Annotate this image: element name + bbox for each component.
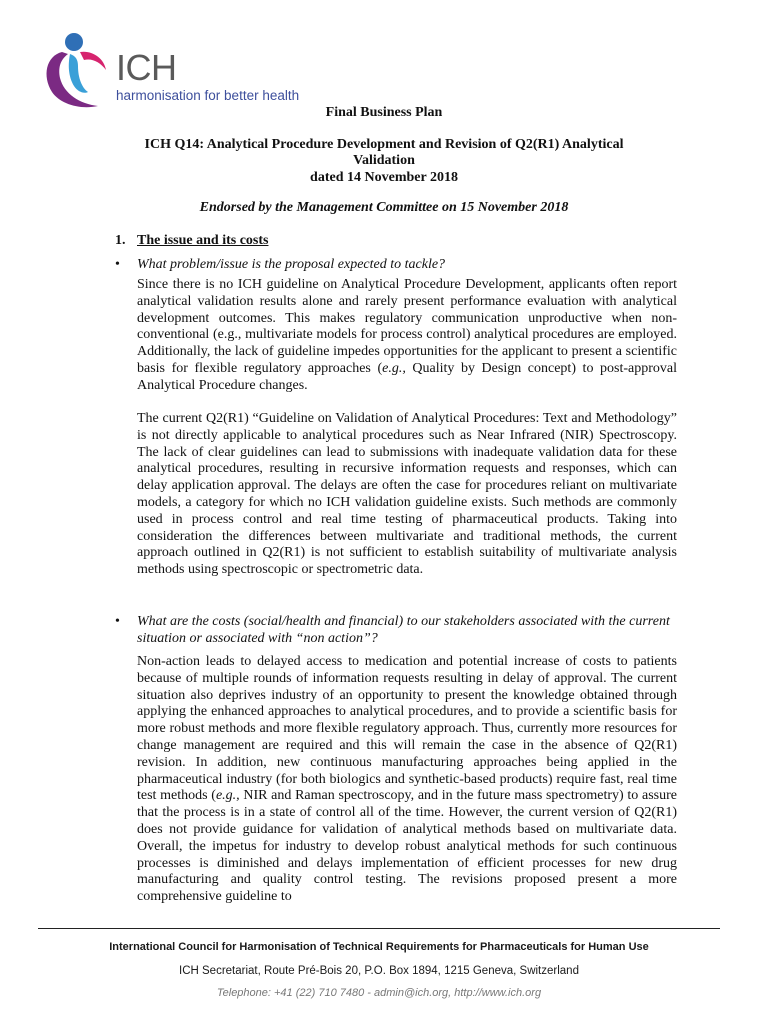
doc-title-line2: Validation <box>353 153 415 168</box>
paragraph-problem-2: The current Q2(R1) “Guideline on Validation of Analytical Procedures: Text and Methodology” is not directly applicable to analytical procedures such as Near Infrared (NIR) Spectroscopy. The lack of clear guidelines can lead to submissions with inadequate validation data for these analytical procedures, resulting in recursive information requests and responses, which can delay application approval. The delays are often the case for procedures reliant on multivariate models, a category for which no ICH validation guideline exists. Such methods are commonly used in process control and real time testing of pharmaceutical products. Taking into consideration the differences between multivariate and traditional methods, the current approach outlined in Q2(R1) is not sufficient to establish suitability of multivariate analysis methods using spectroscopic or spectrometric data. <box>137 411 677 578</box>
footer-address: ICH Secretariat, Route Pré-Bois 20, P.O. Box 1894, 1215 Geneva, Switzerland <box>179 965 579 977</box>
paragraph-text: Quality by Design concept) to post-approval Analytical Procedure changes. <box>137 360 678 393</box>
bullet-marker: • <box>115 614 120 629</box>
paragraph-costs <box>137 654 677 906</box>
question-text: What problem/issue is the proposal expected to tackle? <box>137 257 446 272</box>
doc-type-heading: Final Business Plan <box>325 105 443 120</box>
paragraph-text: Non-action leads to delayed access to medication and potential increase of costs to patients because of multiple rounds of information requests resulting in delay of approval. The current situation also deprives industry of an opportunity to present the knowledge obtained through applying the enhanced approaches to analytical procedures, and to provide a scientific basis for more robust methods and more flexible regulatory approach. Thus, currently more resources for change management are required and this will remain the case in the absence of Q2(R1) revision. In addition, new continuous manufacturing approaches being applied in the pharmaceutical industry (for both biologics and synthetic-based products) require fast, real time test methods ( <box>137 654 677 804</box>
paragraph-text: NIR and Raman spectroscopy, and in the future mass spectrometry) to assure that the process is in a state of control all of the time. However, the current version of Q2(R1) does not provide guidance for validation of analytical methods based on multivariate data. Overall, the impetus for industry to develop robust analytical methods for such continuous processes is diminished and delays implementation of efficient processes for new drug manufacturing and quality control testing. The revisions proposed present a more comprehensive guideline to <box>137 788 677 905</box>
question-text: What are the costs (social/health and financial) to our stakeholders associated with the current situation or associated with “non action”? <box>137 614 670 646</box>
footer-divider <box>38 928 720 929</box>
logo-wordmark: ICH <box>116 47 177 88</box>
paragraph-emphasis: e.g., <box>215 788 240 804</box>
footer-organisation: International Council for Harmonisation of Technical Requirements for Pharmaceuticals for Human Use <box>109 941 649 953</box>
section-number: 1. <box>115 233 126 248</box>
paragraph-emphasis: e.g., <box>382 360 406 376</box>
endorsement-line: Endorsed by the Management Committee on 15 November 2018 <box>199 200 569 215</box>
section-title: The issue and its costs <box>137 233 269 248</box>
doc-title-line1: ICH Q14: Analytical Procedure Development and Revision of Q2(R1) Analytical <box>144 137 624 152</box>
footer-contact: Telephone: +41 (22) 710 7480 - admin@ich.org, http://www.ich.org <box>216 987 542 999</box>
bullet-marker: • <box>115 257 120 272</box>
paragraph-text: Since there is no ICH guideline on Analytical Procedure Development, applicants often report analytical validation results alone and rarely present performance evaluation with analytical development outcomes. This makes regulatory communication unproductive when non-conventional (e.g., multivariate models for process control) analytical procedures are employed. Additionally, the lack of guideline impedes opportunities for the applicant to present a scientific basis for flexible regulatory approaches ( <box>137 277 677 376</box>
ich-logo-mark-icon <box>40 32 120 112</box>
ich-logo <box>40 32 300 112</box>
section-heading <box>115 233 268 249</box>
logo-tagline: harmonisation for better health <box>116 88 300 103</box>
doc-date: dated 14 November 2018 <box>310 170 458 185</box>
paragraph-problem-1 <box>137 277 677 395</box>
